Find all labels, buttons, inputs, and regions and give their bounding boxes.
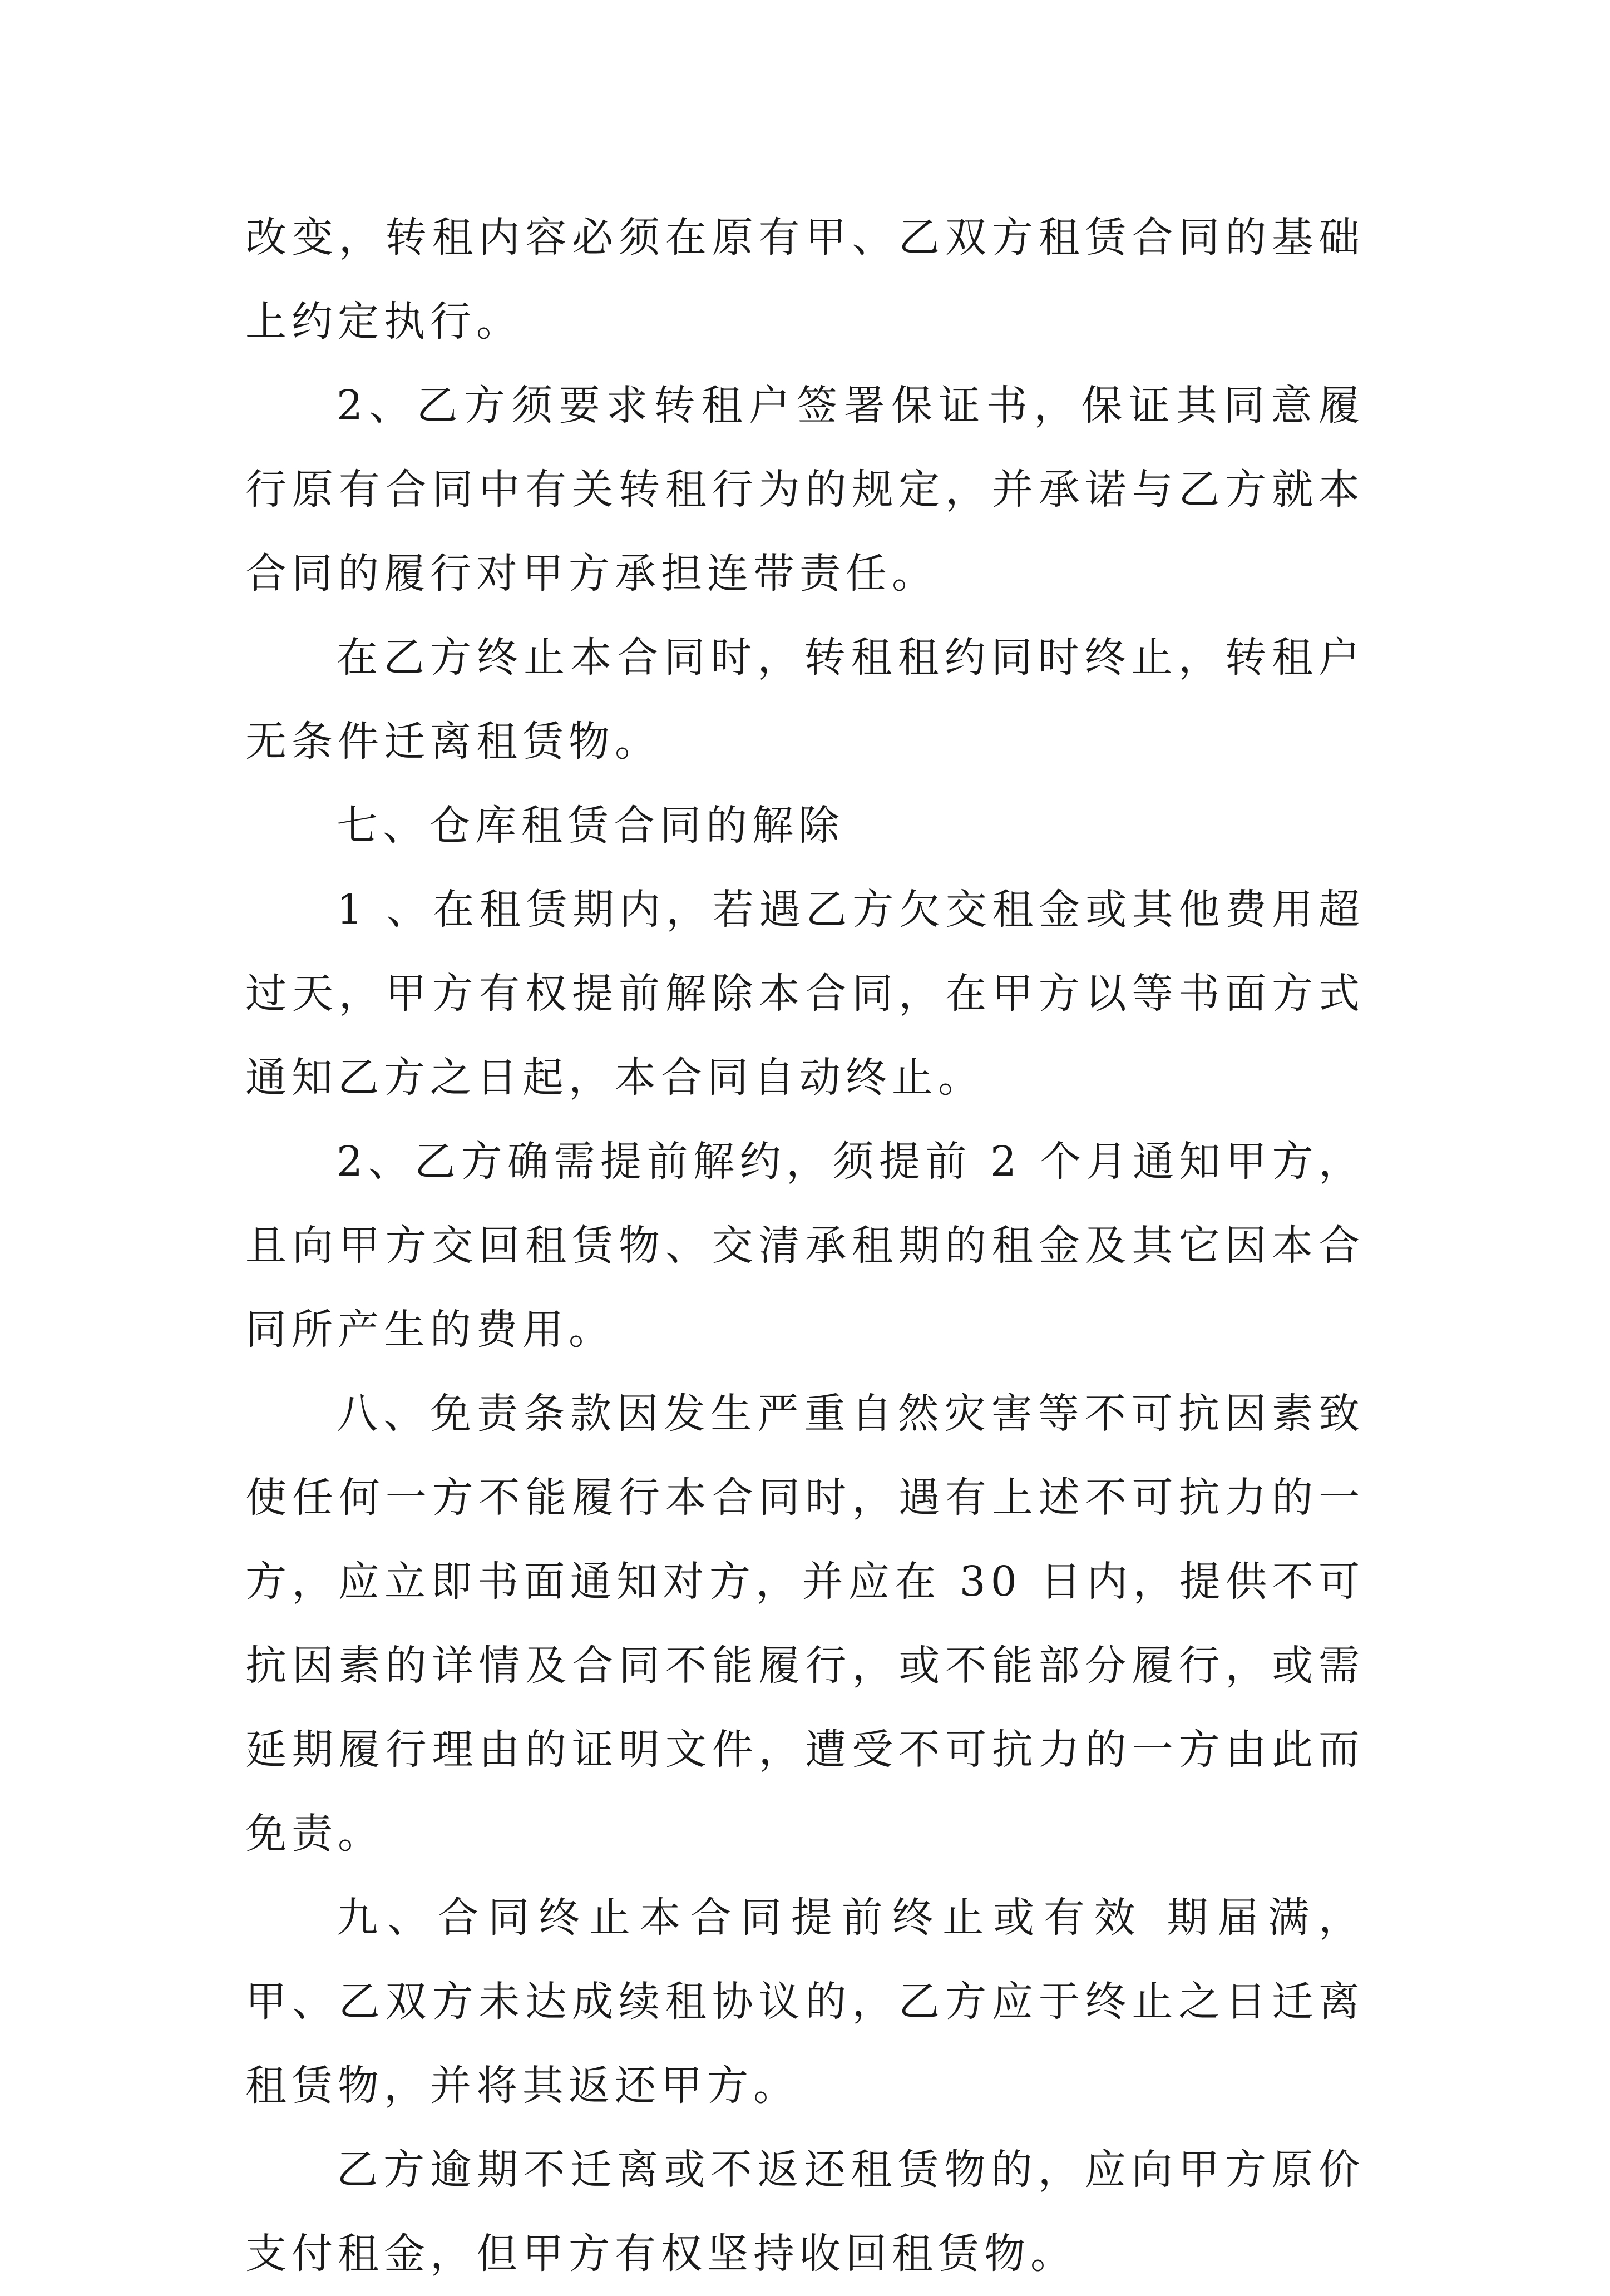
paragraph-force-majeure: 八、免责条款因发生严重自然灾害等不可抗因素致使任何一方不能履行本合同时，遇有上述不可抗力的一方，应立即书面通知对方，并应在 30 日内，提供不可抗因素的详情及合同不能履行，或不能部分履行，或需延期履行理由的证明文件，遭受不可抗力的一方由此而免责。 — [245, 1390, 1365, 1858]
paragraph-termination-clause-2: 2、乙方确需提前解约，须提前 2 个月通知甲方，且向甲方交回租赁物、交清承租期的租金及其它因本合同所产生的费用。 — [245, 1138, 1365, 1354]
paragraph-sublease-continuation: 改变，转租内容必须在原有甲、乙双方租赁合同的基础上约定执行。 — [245, 214, 1365, 345]
paragraph-overdue-return: 乙方逾期不迁离或不返还租赁物的，应向甲方原价支付租金，但甲方有权坚持收回租赁物。 — [245, 2146, 1365, 2278]
paragraph-sublease-guarantee: 2、乙方须要求转租户签署保证书，保证其同意履行原有合同中有关转租行为的规定，并承诺与乙方就本合同的履行对甲方承担连带责任。 — [245, 382, 1365, 598]
paragraph-sublease-termination: 在乙方终止本合同时，转租租约同时终止，转租户无条件迁离租赁物。 — [245, 634, 1365, 766]
paragraph-termination-clause-1: 1 、在租赁期内，若遇乙方欠交租金或其他费用超过天，甲方有权提前解除本合同，在甲方以等书面方式通知乙方之日起，本合同自动终止。 — [245, 886, 1365, 1102]
document-body — [245, 196, 1365, 2296]
paragraph-contract-expiry: 九、合同终止本合同提前终止或有效 期届满，甲、乙双方未达成续租协议的，乙方应于终止之日迁离租赁物，并将其返还甲方。 — [245, 1894, 1365, 2110]
section-heading-termination: 七、仓库租赁合同的解除 — [337, 802, 844, 850]
